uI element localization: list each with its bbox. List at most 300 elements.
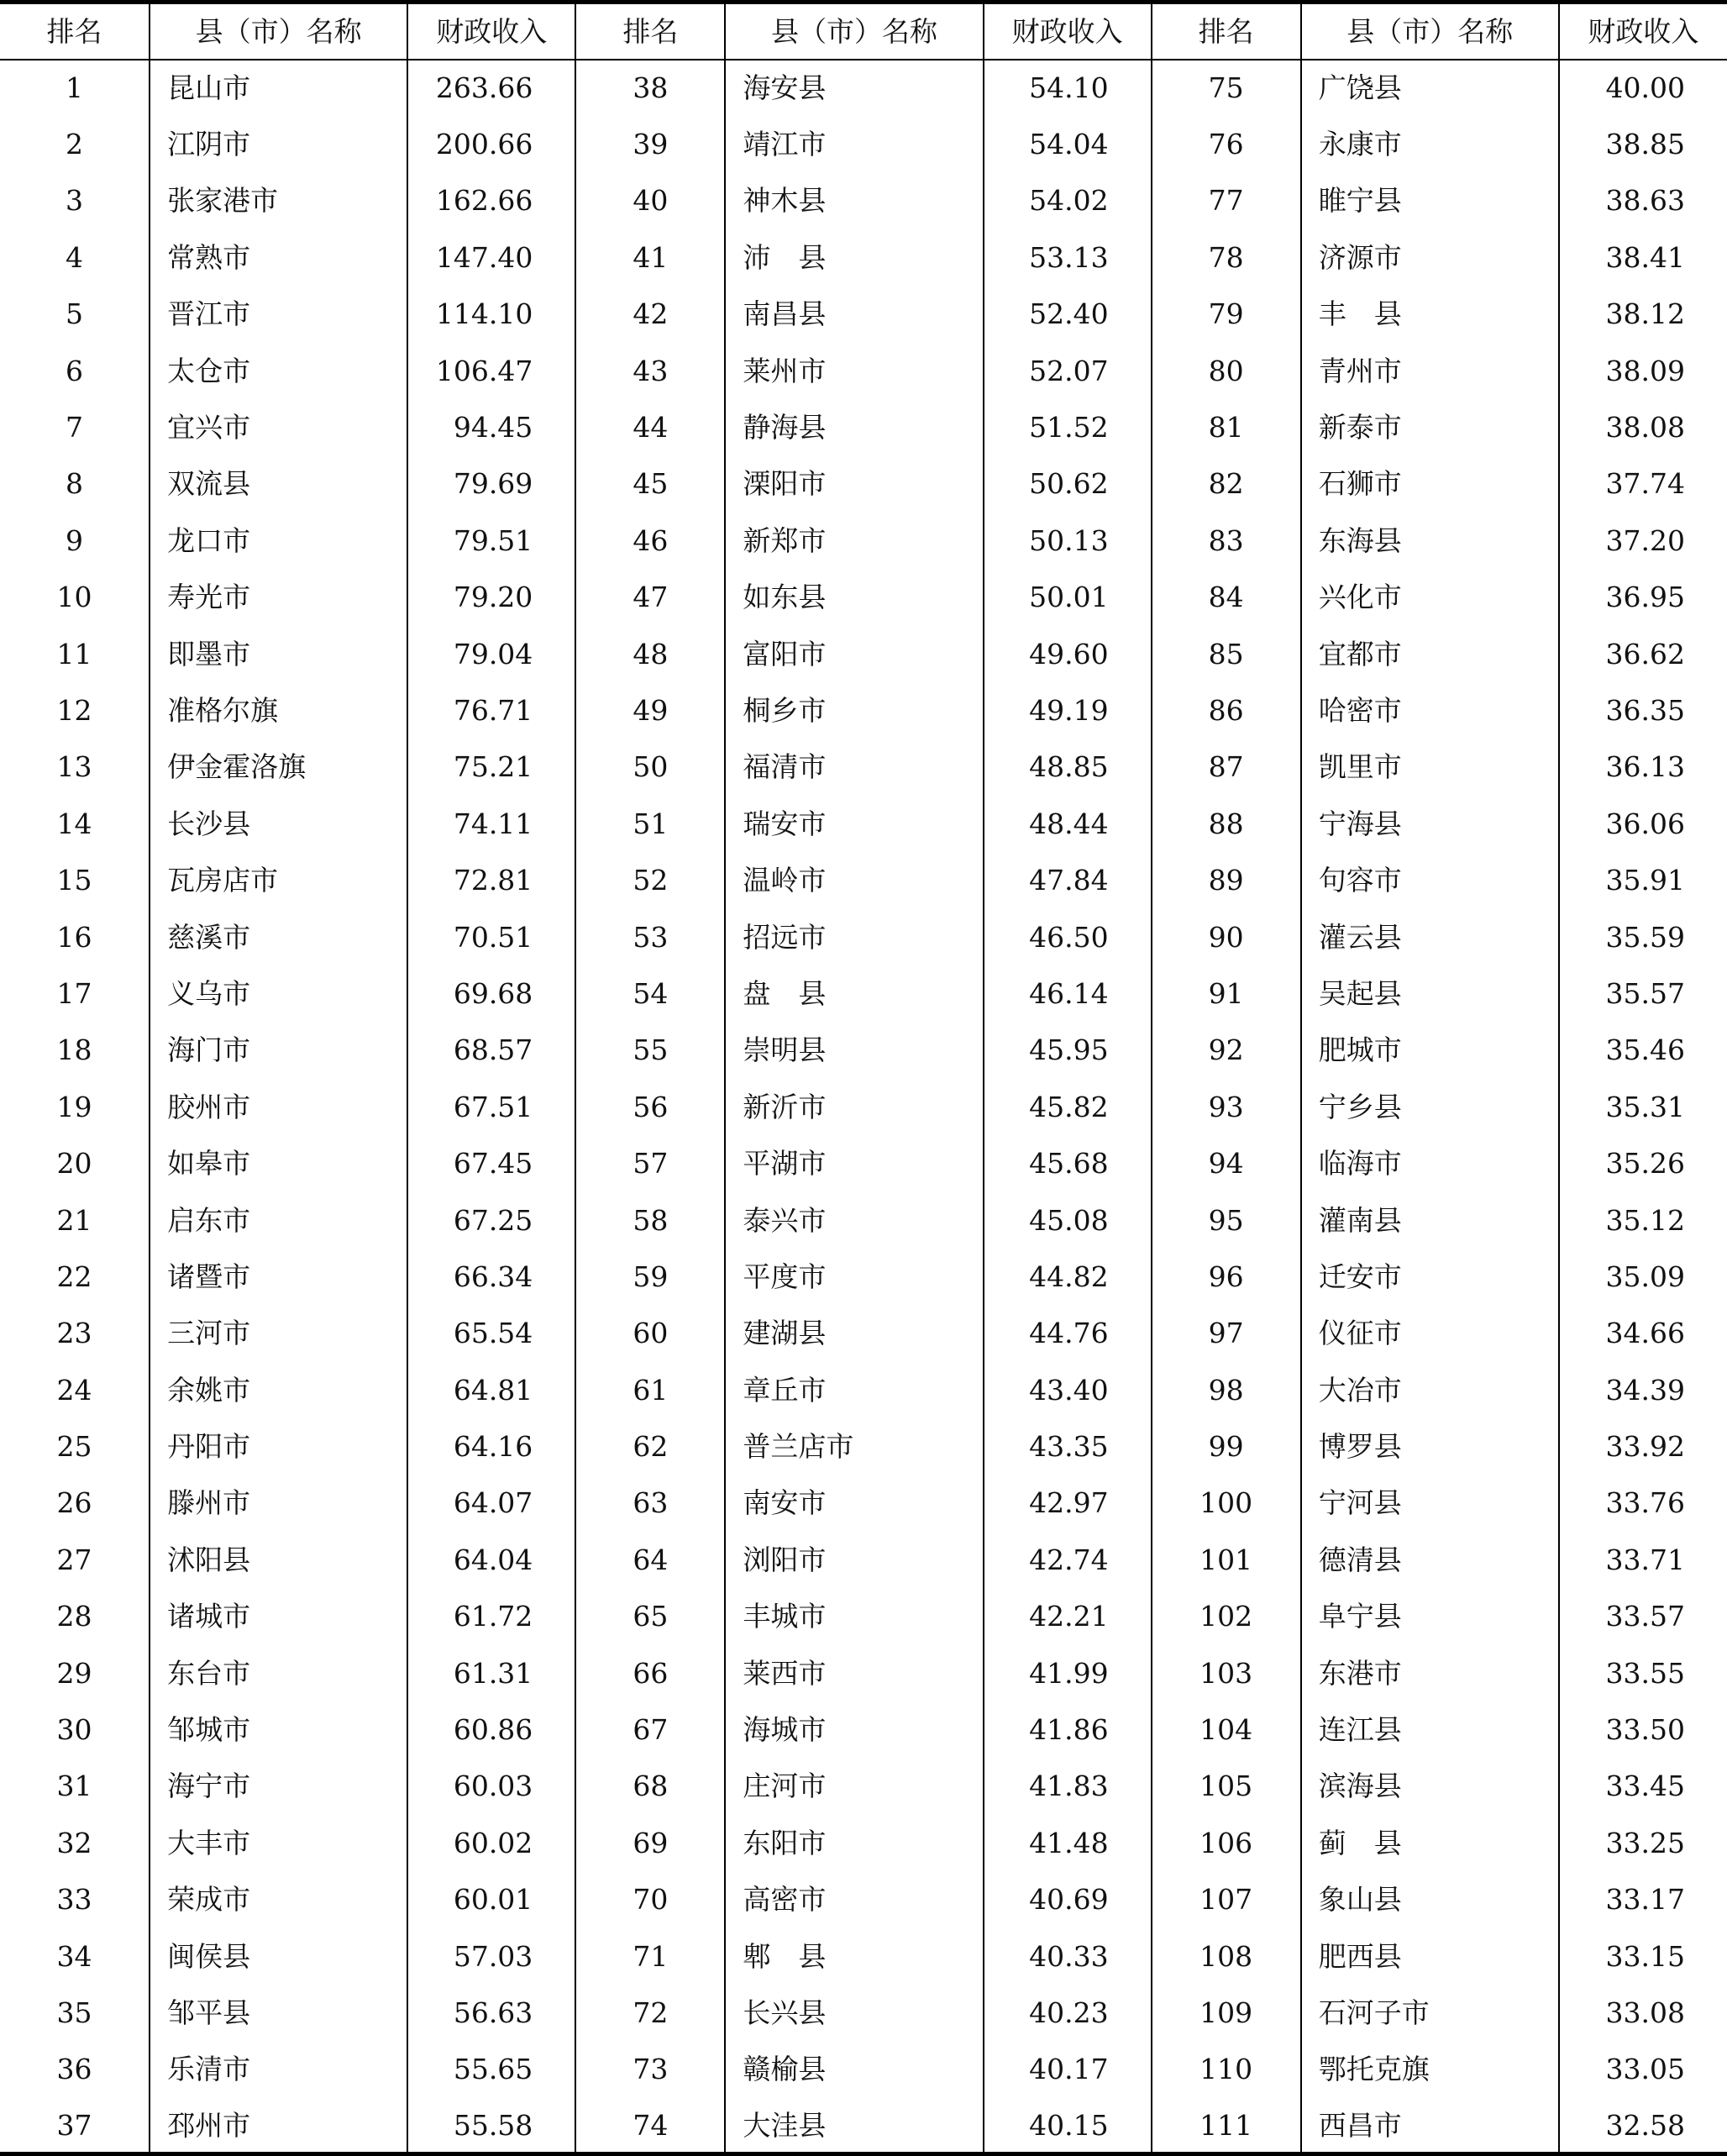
rank-cell: 2 (66, 128, 84, 161)
county-name-cell: 广饶县 (1301, 60, 1559, 116)
rank-cell: 1 (66, 71, 84, 105)
county-name-cell: 诸暨市 (150, 1249, 407, 1305)
revenue-cell: 40.23 (984, 1985, 1152, 2041)
rank-cell: 13 (56, 750, 92, 784)
table-row (0, 739, 1727, 795)
county-name-cell: 永康市 (1301, 116, 1559, 172)
county-name-cell: 普兰店市 (725, 1418, 983, 1475)
revenue-cell: 54.10 (984, 60, 1152, 116)
county-name-cell: 海门市 (150, 1022, 407, 1078)
county-name-cell: 即墨市 (150, 625, 407, 681)
revenue-cell: 38.09 (1559, 342, 1727, 398)
revenue-cell: 74.11 (407, 796, 575, 852)
table-row (0, 399, 1727, 455)
county-name-cell: 晋江市 (150, 286, 407, 342)
rank-cell: 50 (575, 739, 725, 795)
county-name-cell: 章丘市 (725, 1361, 983, 1417)
county-name-cell: 昆山市 (150, 60, 407, 116)
county-name-cell: 郫 县 (725, 1927, 983, 1984)
rank-cell: 31 (56, 1769, 92, 1803)
table-row (0, 1815, 1727, 1871)
county-name-cell: 丰城市 (725, 1588, 983, 1644)
revenue-cell: 36.35 (1559, 682, 1727, 739)
rank-cell: 68 (575, 1758, 725, 1814)
revenue-cell: 35.59 (1559, 908, 1727, 965)
rank-cell: 55 (575, 1022, 725, 1078)
county-name-cell: 宁河县 (1301, 1475, 1559, 1531)
rank-cell: 17 (56, 976, 92, 1010)
revenue-cell: 75.21 (407, 739, 575, 795)
county-name-cell: 南昌县 (725, 286, 983, 342)
county-name-cell: 江阴市 (150, 116, 407, 172)
revenue-cell: 67.51 (407, 1079, 575, 1135)
rank-cell: 105 (1152, 1758, 1301, 1814)
table-row (0, 908, 1727, 965)
rank-cell: 34 (56, 1939, 92, 1973)
rank-cell: 60 (575, 1305, 725, 1361)
revenue-cell: 41.86 (984, 1701, 1152, 1758)
rank-cell: 21 (56, 1203, 92, 1237)
revenue-cell: 65.54 (407, 1305, 575, 1361)
county-name-cell: 富阳市 (725, 625, 983, 681)
revenue-cell: 40.15 (984, 2098, 1152, 2154)
revenue-cell: 76.71 (407, 682, 575, 739)
revenue-cell: 94.45 (407, 399, 575, 455)
county-name-cell: 招远市 (725, 908, 983, 965)
rank-cell: 5 (66, 297, 84, 331)
revenue-cell: 41.99 (984, 1644, 1152, 1701)
county-name-cell: 宜兴市 (150, 399, 407, 455)
rank-cell: 6 (66, 354, 84, 387)
rank-cell: 29 (56, 1656, 92, 1690)
county-name-cell: 平度市 (725, 1249, 983, 1305)
rank-cell: 74 (575, 2098, 725, 2154)
revenue-cell: 51.52 (984, 399, 1152, 455)
table-row (0, 1022, 1727, 1078)
header-rank: 排名 (1152, 3, 1301, 60)
county-name-cell: 东台市 (150, 1644, 407, 1701)
rank-cell: 90 (1152, 908, 1301, 965)
county-name-cell: 兴化市 (1301, 569, 1559, 625)
rank-cell: 20 (56, 1147, 92, 1181)
revenue-cell: 42.21 (984, 1588, 1152, 1644)
county-name-cell: 邹城市 (150, 1701, 407, 1758)
county-name-cell: 临海市 (1301, 1135, 1559, 1191)
rank-cell: 48 (575, 625, 725, 681)
revenue-cell: 38.85 (1559, 116, 1727, 172)
county-name-cell: 三河市 (150, 1305, 407, 1361)
header-revenue: 财政收入 (984, 3, 1152, 60)
county-name-cell: 东港市 (1301, 1644, 1559, 1701)
rank-cell: 32 (56, 1826, 92, 1859)
revenue-cell: 57.03 (407, 1927, 575, 1984)
rank-cell: 67 (575, 1701, 725, 1758)
header-name: 县（市）名称 (1301, 3, 1559, 60)
rank-cell: 77 (1152, 172, 1301, 229)
table-row (0, 342, 1727, 398)
county-name-cell: 滨海县 (1301, 1758, 1559, 1814)
header-revenue: 财政收入 (1559, 3, 1727, 60)
revenue-cell: 56.63 (407, 1985, 575, 2041)
revenue-cell: 45.68 (984, 1135, 1152, 1191)
county-name-cell: 建湖县 (725, 1305, 983, 1361)
revenue-cell: 44.82 (984, 1249, 1152, 1305)
rank-cell: 3 (66, 184, 84, 218)
rank-cell: 101 (1152, 1532, 1301, 1588)
county-name-cell: 如东县 (725, 569, 983, 625)
county-name-cell: 东海县 (1301, 513, 1559, 569)
rank-cell: 16 (56, 920, 92, 954)
rank-cell: 102 (1152, 1588, 1301, 1644)
rank-cell: 4 (66, 240, 84, 274)
rank-cell: 78 (1152, 229, 1301, 286)
revenue-cell: 35.31 (1559, 1079, 1727, 1135)
revenue-cell: 64.16 (407, 1418, 575, 1475)
rank-cell: 96 (1152, 1249, 1301, 1305)
rank-cell: 26 (56, 1486, 92, 1520)
revenue-cell: 53.13 (984, 229, 1152, 286)
county-name-cell: 大丰市 (150, 1815, 407, 1871)
county-name-cell: 新泰市 (1301, 399, 1559, 455)
county-name-cell: 吴起县 (1301, 965, 1559, 1022)
revenue-cell: 38.08 (1559, 399, 1727, 455)
revenue-cell: 60.03 (407, 1758, 575, 1814)
county-name-cell: 启东市 (150, 1191, 407, 1248)
county-name-cell: 龙口市 (150, 513, 407, 569)
rank-cell: 86 (1152, 682, 1301, 739)
table-row (0, 852, 1727, 908)
county-name-cell: 大洼县 (725, 2098, 983, 2154)
county-name-cell: 石河子市 (1301, 1985, 1559, 2041)
rank-cell: 104 (1152, 1701, 1301, 1758)
county-name-cell: 新沂市 (725, 1079, 983, 1135)
county-name-cell: 瑞安市 (725, 796, 983, 852)
table-row (0, 1361, 1727, 1417)
table-row (0, 172, 1727, 229)
header-name: 县（市）名称 (725, 3, 983, 60)
county-name-cell: 平湖市 (725, 1135, 983, 1191)
table-row (0, 1079, 1727, 1135)
table-row (0, 286, 1727, 342)
table-row (0, 1985, 1727, 2041)
county-name-cell: 邹平县 (150, 1985, 407, 2041)
county-name-cell: 睢宁县 (1301, 172, 1559, 229)
rank-cell: 59 (575, 1249, 725, 1305)
rank-cell: 33 (56, 1883, 92, 1917)
rank-cell: 58 (575, 1191, 725, 1248)
rank-cell: 53 (575, 908, 725, 965)
county-name-cell: 闽侯县 (150, 1927, 407, 1984)
revenue-cell: 35.26 (1559, 1135, 1727, 1191)
county-name-cell: 肥城市 (1301, 1022, 1559, 1078)
revenue-cell: 33.76 (1559, 1475, 1727, 1531)
county-name-cell: 句容市 (1301, 852, 1559, 908)
revenue-cell: 64.04 (407, 1532, 575, 1588)
table-row (0, 60, 1727, 116)
revenue-cell: 41.48 (984, 1815, 1152, 1871)
revenue-cell: 147.40 (407, 229, 575, 286)
county-name-cell: 盘 县 (725, 965, 983, 1022)
revenue-cell: 55.65 (407, 2041, 575, 2097)
revenue-cell: 50.01 (984, 569, 1152, 625)
header-revenue: 财政收入 (407, 3, 575, 60)
revenue-cell: 69.68 (407, 965, 575, 1022)
revenue-cell: 48.85 (984, 739, 1152, 795)
revenue-cell: 33.15 (1559, 1927, 1727, 1984)
table-row (0, 1135, 1727, 1191)
rank-cell: 30 (56, 1713, 92, 1747)
rank-cell: 36 (56, 2053, 92, 2086)
rank-cell: 69 (575, 1815, 725, 1871)
county-name-cell: 溧阳市 (725, 455, 983, 512)
revenue-cell: 33.05 (1559, 2041, 1727, 2097)
rank-cell: 81 (1152, 399, 1301, 455)
table-row (0, 1475, 1727, 1531)
county-name-cell: 鄂托克旗 (1301, 2041, 1559, 2097)
revenue-cell: 114.10 (407, 286, 575, 342)
rank-cell: 88 (1152, 796, 1301, 852)
county-name-cell: 迁安市 (1301, 1249, 1559, 1305)
rank-cell: 93 (1152, 1079, 1301, 1135)
county-name-cell: 慈溪市 (150, 908, 407, 965)
county-name-cell: 桐乡市 (725, 682, 983, 739)
county-name-cell: 如皋市 (150, 1135, 407, 1191)
revenue-cell: 52.07 (984, 342, 1152, 398)
rank-cell: 27 (56, 1543, 92, 1576)
county-name-cell: 诸城市 (150, 1588, 407, 1644)
rank-cell: 83 (1152, 513, 1301, 569)
revenue-cell: 40.17 (984, 2041, 1152, 2097)
rank-cell: 51 (575, 796, 725, 852)
rank-cell: 37 (0, 2098, 150, 2154)
county-name-cell: 义乌市 (150, 965, 407, 1022)
revenue-cell: 47.84 (984, 852, 1152, 908)
table-row (0, 682, 1727, 739)
revenue-cell: 200.66 (407, 116, 575, 172)
table-row (0, 455, 1727, 512)
table-row (0, 1305, 1727, 1361)
county-name-cell: 庄河市 (725, 1758, 983, 1814)
county-name-cell: 赣榆县 (725, 2041, 983, 2097)
rank-cell: 8 (66, 467, 84, 501)
rank-cell: 107 (1152, 1871, 1301, 1927)
rank-cell: 23 (56, 1317, 92, 1350)
county-name-cell: 宁海县 (1301, 796, 1559, 852)
rank-cell: 45 (575, 455, 725, 512)
revenue-cell: 68.57 (407, 1022, 575, 1078)
rank-cell: 57 (575, 1135, 725, 1191)
rank-cell: 80 (1152, 342, 1301, 398)
rank-cell: 110 (1152, 2041, 1301, 2097)
rank-cell: 44 (575, 399, 725, 455)
table-row (0, 116, 1727, 172)
rank-cell: 103 (1152, 1644, 1301, 1701)
county-name-cell: 伊金霍洛旗 (150, 739, 407, 795)
county-name-cell: 莱州市 (725, 342, 983, 398)
revenue-cell: 44.76 (984, 1305, 1152, 1361)
rank-cell: 109 (1152, 1985, 1301, 2041)
revenue-cell: 50.13 (984, 513, 1152, 569)
county-name-cell: 崇明县 (725, 1022, 983, 1078)
revenue-cell: 35.46 (1559, 1022, 1727, 1078)
rank-cell: 12 (56, 693, 92, 727)
county-name-cell: 长兴县 (725, 1985, 983, 2041)
rank-cell: 66 (575, 1644, 725, 1701)
revenue-cell: 34.39 (1559, 1361, 1727, 1417)
table-row (0, 625, 1727, 681)
county-name-cell: 阜宁县 (1301, 1588, 1559, 1644)
revenue-cell: 36.06 (1559, 796, 1727, 852)
revenue-cell: 263.66 (407, 60, 575, 116)
rank-cell: 7 (66, 411, 84, 444)
revenue-cell: 33.92 (1559, 1418, 1727, 1475)
revenue-cell: 67.45 (407, 1135, 575, 1191)
rank-cell: 41 (575, 229, 725, 286)
revenue-cell: 36.13 (1559, 739, 1727, 795)
revenue-cell: 45.95 (984, 1022, 1152, 1078)
county-name-cell: 静海县 (725, 399, 983, 455)
rank-cell: 43 (575, 342, 725, 398)
revenue-cell: 60.86 (407, 1701, 575, 1758)
rank-cell: 82 (1152, 455, 1301, 512)
rank-cell: 64 (575, 1532, 725, 1588)
county-name-cell: 寿光市 (150, 569, 407, 625)
county-name-cell: 莱西市 (725, 1644, 983, 1701)
rank-cell: 92 (1152, 1022, 1301, 1078)
table-row (0, 1418, 1727, 1475)
county-name-cell: 博罗县 (1301, 1418, 1559, 1475)
rank-cell: 73 (575, 2041, 725, 2097)
county-name-cell: 浏阳市 (725, 1532, 983, 1588)
revenue-cell: 60.02 (407, 1815, 575, 1871)
revenue-cell: 79.20 (407, 569, 575, 625)
revenue-cell: 45.08 (984, 1191, 1152, 1248)
rank-cell: 85 (1152, 625, 1301, 681)
revenue-cell: 33.71 (1559, 1532, 1727, 1588)
revenue-cell: 35.91 (1559, 852, 1727, 908)
revenue-cell: 40.00 (1559, 60, 1727, 116)
county-name-cell: 张家港市 (150, 172, 407, 229)
rank-cell: 94 (1152, 1135, 1301, 1191)
rank-cell: 22 (56, 1259, 92, 1293)
revenue-cell: 46.14 (984, 965, 1152, 1022)
table-row (0, 1644, 1727, 1701)
table-row (0, 796, 1727, 852)
rank-cell: 61 (575, 1361, 725, 1417)
revenue-cell: 35.09 (1559, 1249, 1727, 1305)
revenue-cell: 41.83 (984, 1758, 1152, 1814)
revenue-cell: 38.12 (1559, 286, 1727, 342)
county-name-cell: 宁乡县 (1301, 1079, 1559, 1135)
county-name-cell: 余姚市 (150, 1361, 407, 1417)
revenue-cell: 43.40 (984, 1361, 1152, 1417)
revenue-cell: 162.66 (407, 172, 575, 229)
rank-cell: 98 (1152, 1361, 1301, 1417)
rank-cell: 18 (56, 1033, 92, 1067)
rank-cell: 106 (1152, 1815, 1301, 1871)
table-row (0, 2041, 1727, 2097)
rank-cell: 46 (575, 513, 725, 569)
revenue-cell: 64.81 (407, 1361, 575, 1417)
rank-cell: 24 (56, 1373, 92, 1407)
table-row (0, 1701, 1727, 1758)
county-name-cell: 丰 县 (1301, 286, 1559, 342)
revenue-cell: 54.02 (984, 172, 1152, 229)
county-name-cell: 高密市 (725, 1871, 983, 1927)
revenue-cell: 38.41 (1559, 229, 1727, 286)
rank-cell: 49 (575, 682, 725, 739)
rank-cell: 40 (575, 172, 725, 229)
rank-cell: 35 (56, 1996, 92, 2029)
county-name-cell: 长沙县 (150, 796, 407, 852)
rank-cell: 11 (56, 637, 92, 670)
table-row (0, 1532, 1727, 1588)
county-name-cell: 胶州市 (150, 1079, 407, 1135)
revenue-cell: 55.58 (407, 2098, 575, 2154)
county-name-cell: 凯里市 (1301, 739, 1559, 795)
county-name-cell: 仪征市 (1301, 1305, 1559, 1361)
county-name-cell: 神木县 (725, 172, 983, 229)
county-name-cell: 丹阳市 (150, 1418, 407, 1475)
county-name-cell: 准格尔旗 (150, 682, 407, 739)
rank-cell: 15 (56, 864, 92, 897)
rank-cell: 14 (56, 807, 92, 840)
rank-cell: 54 (575, 965, 725, 1022)
county-name-cell: 温岭市 (725, 852, 983, 908)
table-row (0, 1249, 1727, 1305)
county-name-cell: 灌云县 (1301, 908, 1559, 965)
rank-cell: 52 (575, 852, 725, 908)
revenue-cell: 33.25 (1559, 1815, 1727, 1871)
rank-cell: 75 (1152, 60, 1301, 116)
revenue-cell: 79.04 (407, 625, 575, 681)
rank-cell: 95 (1152, 1191, 1301, 1248)
revenue-cell: 79.51 (407, 513, 575, 569)
revenue-cell: 42.74 (984, 1532, 1152, 1588)
rank-cell: 56 (575, 1079, 725, 1135)
revenue-cell: 72.81 (407, 852, 575, 908)
county-name-cell: 沭阳县 (150, 1532, 407, 1588)
county-name-cell: 宜都市 (1301, 625, 1559, 681)
revenue-cell: 48.44 (984, 796, 1152, 852)
county-name-cell: 石狮市 (1301, 455, 1559, 512)
county-name-cell: 太仓市 (150, 342, 407, 398)
county-name-cell: 南安市 (725, 1475, 983, 1531)
county-name-cell: 瓦房店市 (150, 852, 407, 908)
county-name-cell: 蓟 县 (1301, 1815, 1559, 1871)
rank-cell: 65 (575, 1588, 725, 1644)
rank-cell: 28 (56, 1600, 92, 1633)
revenue-cell: 35.12 (1559, 1191, 1727, 1248)
county-name-cell: 青州市 (1301, 342, 1559, 398)
revenue-cell: 36.62 (1559, 625, 1727, 681)
county-name-cell: 济源市 (1301, 229, 1559, 286)
revenue-cell: 64.07 (407, 1475, 575, 1531)
revenue-cell: 54.04 (984, 116, 1152, 172)
rank-cell: 97 (1152, 1305, 1301, 1361)
rank-cell: 39 (575, 116, 725, 172)
rank-cell: 99 (1152, 1418, 1301, 1475)
revenue-cell: 49.19 (984, 682, 1152, 739)
revenue-cell: 33.55 (1559, 1644, 1727, 1701)
revenue-cell: 66.34 (407, 1249, 575, 1305)
county-name-cell: 西昌市 (1301, 2098, 1559, 2154)
table-row (0, 1871, 1727, 1927)
revenue-cell: 67.25 (407, 1191, 575, 1248)
revenue-cell: 33.17 (1559, 1871, 1727, 1927)
header-row (0, 3, 1727, 60)
county-name-cell: 德清县 (1301, 1532, 1559, 1588)
